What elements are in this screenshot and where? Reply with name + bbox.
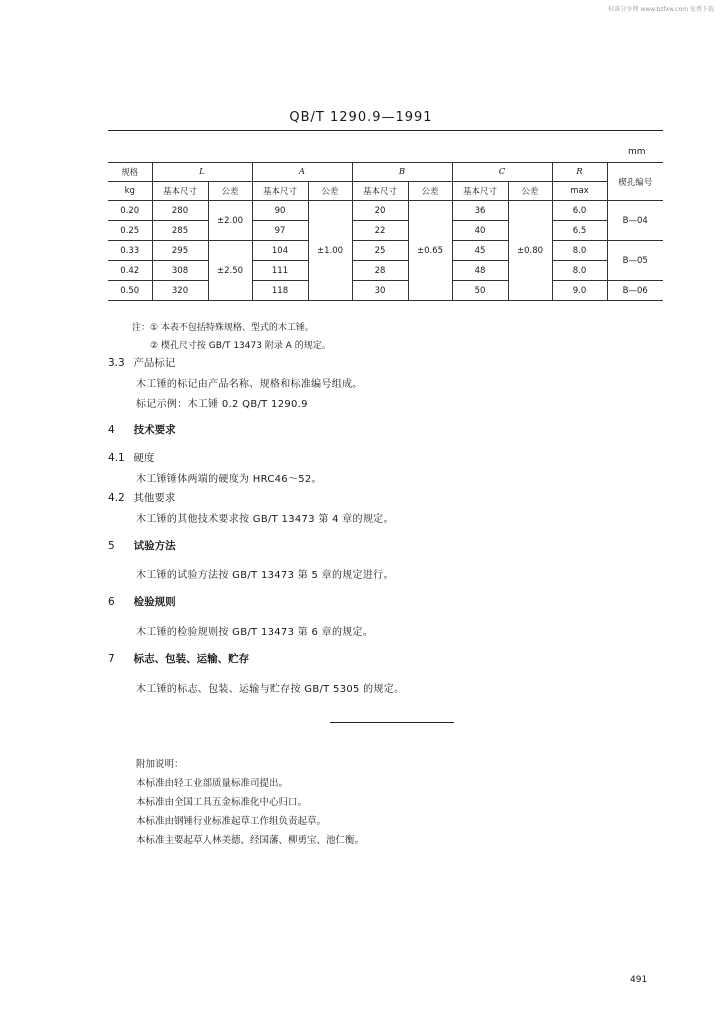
cell-B: 22 xyxy=(352,221,408,241)
table-row xyxy=(108,261,663,281)
cell-R: 8.0 xyxy=(552,241,607,261)
table-unit: mm xyxy=(628,147,646,157)
header-C-tol: 公差 xyxy=(508,182,552,201)
cell-A: 104 xyxy=(252,241,308,261)
cell-tol-A: ±1.00 xyxy=(308,201,352,301)
header-A-basic: 基本尺寸 xyxy=(252,182,308,201)
table-note-2: ② 楔孔尺寸按 GB/T 13473 附录 A 的规定。 xyxy=(150,341,331,351)
cell-hole-1: B—04 xyxy=(607,201,663,241)
header-A: A xyxy=(252,163,352,182)
table-row xyxy=(108,221,663,241)
cell-L: 280 xyxy=(152,201,208,221)
section-7-heading: 7 标志、包装、运输、贮存 xyxy=(108,653,250,665)
additional-title: 附加说明： xyxy=(136,759,184,770)
spec-table xyxy=(108,162,663,301)
cell-tol-C: ±0.80 xyxy=(508,201,552,301)
additional-line: 本标准由轻工业部质量标准司提出。 xyxy=(136,778,289,789)
section-3-3-para-2: 标记示例：木工锤 0.2 QB/T 1290.9 xyxy=(136,399,308,410)
cell-L: 320 xyxy=(152,281,208,301)
table-row xyxy=(108,241,663,261)
header-hole: 楔孔编号 xyxy=(607,163,663,201)
table-note-1: 注：① 本表不包括特殊规格、型式的木工锤。 xyxy=(132,323,314,333)
cell-R: 6.5 xyxy=(552,221,607,241)
header-R: R xyxy=(552,163,607,182)
section-5-heading: 5 试验方法 xyxy=(108,540,176,552)
table-row xyxy=(108,201,663,221)
section-4-heading: 4 技术要求 xyxy=(108,424,176,436)
cell-L: 285 xyxy=(152,221,208,241)
cell-A: 111 xyxy=(252,261,308,281)
cell-R: 9.0 xyxy=(552,281,607,301)
cell-R: 8.0 xyxy=(552,261,607,281)
header-R-max: max xyxy=(552,182,607,201)
cell-spec: 0.42 xyxy=(108,261,152,281)
header-L: L xyxy=(152,163,252,182)
header-spec-unit: kg xyxy=(108,182,152,201)
cell-C: 48 xyxy=(452,261,508,281)
section-4-2-heading: 4.2 其他要求 xyxy=(108,492,176,504)
section-6-para: 木工锤的检验规则按 GB/T 13473 第 6 章的规定。 xyxy=(136,627,374,638)
cell-spec: 0.50 xyxy=(108,281,152,301)
cell-A: 118 xyxy=(252,281,308,301)
cell-C: 40 xyxy=(452,221,508,241)
cell-spec: 0.33 xyxy=(108,241,152,261)
section-4-1-para: 木工锤锤体两端的硬度为 HRC46～52。 xyxy=(136,474,322,485)
cell-B: 20 xyxy=(352,201,408,221)
header-A-tol: 公差 xyxy=(308,182,352,201)
cell-C: 36 xyxy=(452,201,508,221)
cell-B: 25 xyxy=(352,241,408,261)
cell-B: 30 xyxy=(352,281,408,301)
cell-L: 295 xyxy=(152,241,208,261)
cell-hole-3: B—06 xyxy=(607,281,663,301)
page-number: 491 xyxy=(630,975,648,985)
cell-tol-L-1: ±2.00 xyxy=(208,201,252,241)
cell-C: 45 xyxy=(452,241,508,261)
additional-line: 本标准由钢锤行业标准起草工作组负责起草。 xyxy=(136,816,327,827)
cell-A: 90 xyxy=(252,201,308,221)
header-B-basic: 基本尺寸 xyxy=(352,182,408,201)
section-6-heading: 6 检验规则 xyxy=(108,596,176,608)
section-5-para: 木工锤的试验方法按 GB/T 13473 第 5 章的规定进行。 xyxy=(136,570,394,581)
end-rule xyxy=(330,722,454,723)
header-L-tol: 公差 xyxy=(208,182,252,201)
cell-R: 6.0 xyxy=(552,201,607,221)
section-3-3-para-1: 木工锤的标记由产品名称、规格和标准编号组成。 xyxy=(136,379,363,390)
header-C: C xyxy=(452,163,552,182)
cell-B: 28 xyxy=(352,261,408,281)
cell-spec: 0.25 xyxy=(108,221,152,241)
cell-tol-L-2: ±2.50 xyxy=(208,241,252,301)
section-4-2-para: 木工锤的其他技术要求按 GB/T 13473 第 4 章的规定。 xyxy=(136,514,394,525)
additional-line: 本标准主要起草人林美德、经国藩、柳勇宝、池仁衡。 xyxy=(136,835,365,846)
cell-C: 50 xyxy=(452,281,508,301)
cell-spec: 0.20 xyxy=(108,201,152,221)
section-4-1-heading: 4.1 硬度 xyxy=(108,452,155,464)
header-C-basic: 基本尺寸 xyxy=(452,182,508,201)
additional-line: 本标准由全国工具五金标准化中心归口。 xyxy=(136,797,308,808)
cell-L: 308 xyxy=(152,261,208,281)
cell-hole-2: B—05 xyxy=(607,241,663,281)
header-B-tol: 公差 xyxy=(408,182,452,201)
cell-A: 97 xyxy=(252,221,308,241)
document-code: QB/T 1290.9—1991 xyxy=(289,110,433,125)
header-rule xyxy=(108,130,663,131)
table-row xyxy=(108,281,663,301)
watermark: 标准分享网 www.bzfxw.com 免费下载 xyxy=(608,6,714,13)
section-3-3-heading: 3.3 产品标记 xyxy=(108,357,176,369)
header-spec: 规格 xyxy=(108,163,152,182)
section-7-para: 木工锤的标志、包装、运输与贮存按 GB/T 5305 的规定。 xyxy=(136,684,405,695)
cell-tol-B: ±0.65 xyxy=(408,201,452,301)
header-L-basic: 基本尺寸 xyxy=(152,182,208,201)
header-B: B xyxy=(352,163,452,182)
